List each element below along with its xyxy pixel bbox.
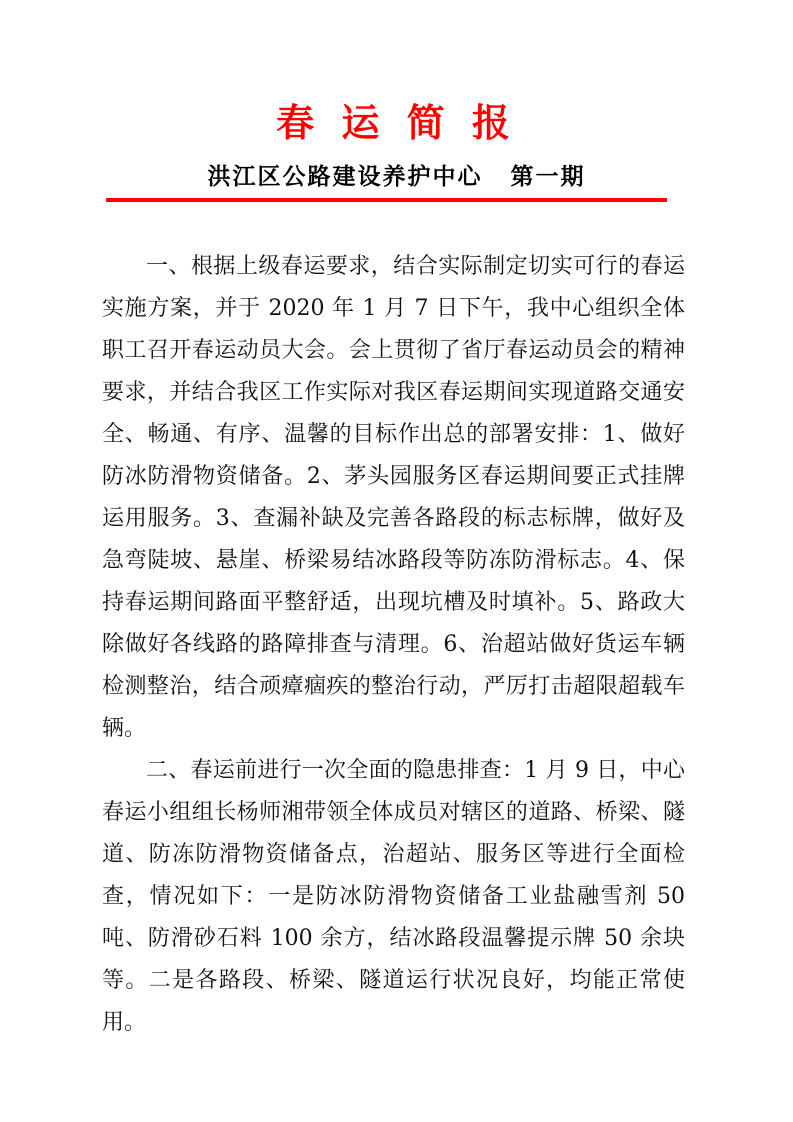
masthead [0,163,793,191]
paragraph-1: 一、根据上级春运要求，结合实际制定切实可行的春运实施方案，并于 2020 年 1 月 7 日下午，我中心组织全体职工召开春运动员大会。会上贯彻了省厅春运动员会的精神要求，并结合我区工作实际对我区春运期间实现道路交通安全、畅通、有序、温馨的目标作出总的部署安排：1、做好防冰防滑物资储备。2、茅头园服务区春运期间要正式挂牌运用服务。3、查漏补缺及完善各路段的标志标牌，做好及急弯陡坡、悬崖、桥梁易结冰路段等防冻防滑标志。4、保持春运期间路面平整舒适，出现坑槽及时填补。5、路政大除做好各线路的路障排查与清理。6、治超站做好货运车辆检测整治，结合顽瘴痼疾的整治行动，严厉打击超限超载车辆。 [102,254,685,741]
issue-number: 第一期 [510,163,586,190]
org-name: 洪江区公路建设养护中心 [207,163,483,190]
document-body [0,202,793,1044]
paragraph-2: 二、春运前进行一次全面的隐患排查：1 月 9 日，中心春运小组组长杨师湘带领全体成员对辖区的道路、桥梁、隧道、防冻防滑物资储备点，治超站、服务区等进行全面检查，情况如下：一是防冰防滑物资储备工业盐融雪剂 50 吨、防滑砂石料 100 余方，结冰路段温馨提示牌 50 余块等。二是各路段、桥梁、隧道运行状况良好，均能正常使用。 [102,758,685,1035]
document-title: 春 运 简 报 [276,100,517,145]
